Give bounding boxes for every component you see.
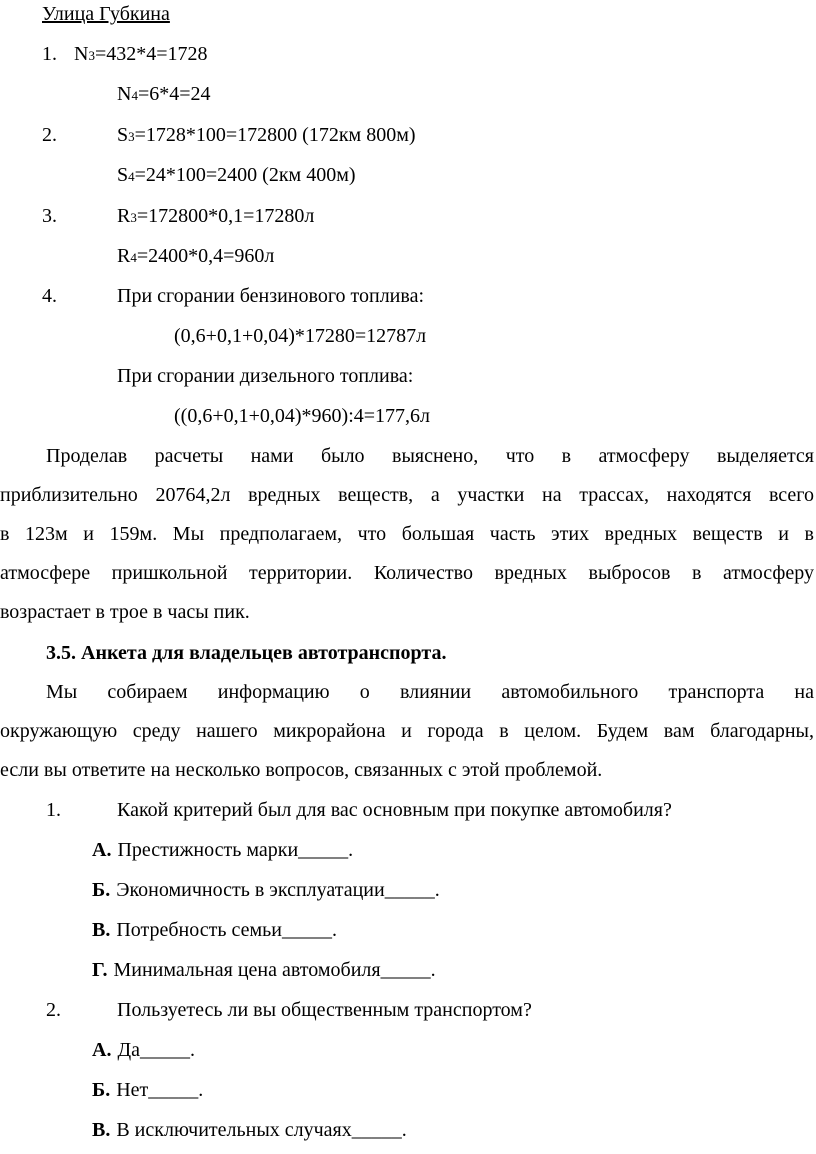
conclusion-line-2: приблизительно 20764,2л вредных веществ, а участки на трассах, находятся всего <box>0 484 814 506</box>
formula-n3: N3=432*4=1728 <box>74 43 208 65</box>
question-1-option-b: Б. Экономичность в эксплуатации_____. <box>92 879 440 901</box>
conclusion-line-3: в 123м и 159м. Мы предполагаем, что большая часть этих вредных веществ и в <box>0 523 814 545</box>
formula-s4: S4=24*100=2400 (2км 400м) <box>117 164 356 186</box>
formula-n4: N4=6*4=24 <box>117 83 211 105</box>
question-1-text: Какой критерий был для вас основным при покупке автомобиля? <box>117 799 672 821</box>
intro-line-3: если вы ответите на несколько вопросов, связанных с этой проблемой. <box>0 759 603 781</box>
calc-item-3-number: 3. <box>42 205 57 227</box>
question-1-option-a: А. Престижность марки_____. <box>92 839 354 861</box>
formula-s3: S3=1728*100=172800 (172км 800м) <box>117 124 416 146</box>
conclusion-line-4: атмосфере пришкольной территории. Количество вредных выбросов в атмосферу <box>0 562 814 584</box>
question-2-option-c: В. В исключительных случаях_____. <box>92 1119 407 1141</box>
calc-item-1-number: 1. <box>42 43 57 65</box>
question-1-option-c: В. Потребность семьи_____. <box>92 919 337 941</box>
conclusion-line-1: Проделав расчеты нами было выяснено, что в атмосферу выделяется <box>46 445 814 467</box>
question-1-option-d: Г. Минимальная цена автомобиля_____. <box>92 959 436 981</box>
diesel-label: При сгорании дизельного топлива: <box>117 365 414 387</box>
street-heading: Улица Губкина <box>42 3 170 25</box>
question-2-option-b: Б. Нет_____. <box>92 1079 204 1101</box>
section-title: 3.5. Анкета для владельцев автотранспорта. <box>46 642 447 664</box>
calc-item-2-number: 2. <box>42 124 57 146</box>
intro-line-2: окружающую среду нашего микрорайона и города в целом. Будем вам благодарны, <box>0 720 814 742</box>
petrol-label: При сгорании бензинового топлива: <box>117 285 425 307</box>
formula-r3: R3=172800*0,1=17280л <box>117 205 315 227</box>
question-2-text: Пользуетесь ли вы общественным транспортом? <box>117 999 532 1021</box>
petrol-formula: (0,6+0,1+0,04)*17280=12787л <box>174 325 427 347</box>
question-2-option-a: А. Да_____. <box>92 1039 195 1061</box>
diesel-formula: ((0,6+0,1+0,04)*960):4=177,6л <box>174 405 431 427</box>
conclusion-line-5: возрастает в трое в часы пик. <box>0 601 250 623</box>
formula-r4: R4=2400*0,4=960л <box>117 245 275 267</box>
intro-line-1: Мы собираем информацию о влиянии автомобильного транспорта на <box>46 681 814 703</box>
question-2-number: 2. <box>46 999 61 1021</box>
calc-item-4-number: 4. <box>42 285 57 307</box>
question-1-number: 1. <box>46 799 61 821</box>
